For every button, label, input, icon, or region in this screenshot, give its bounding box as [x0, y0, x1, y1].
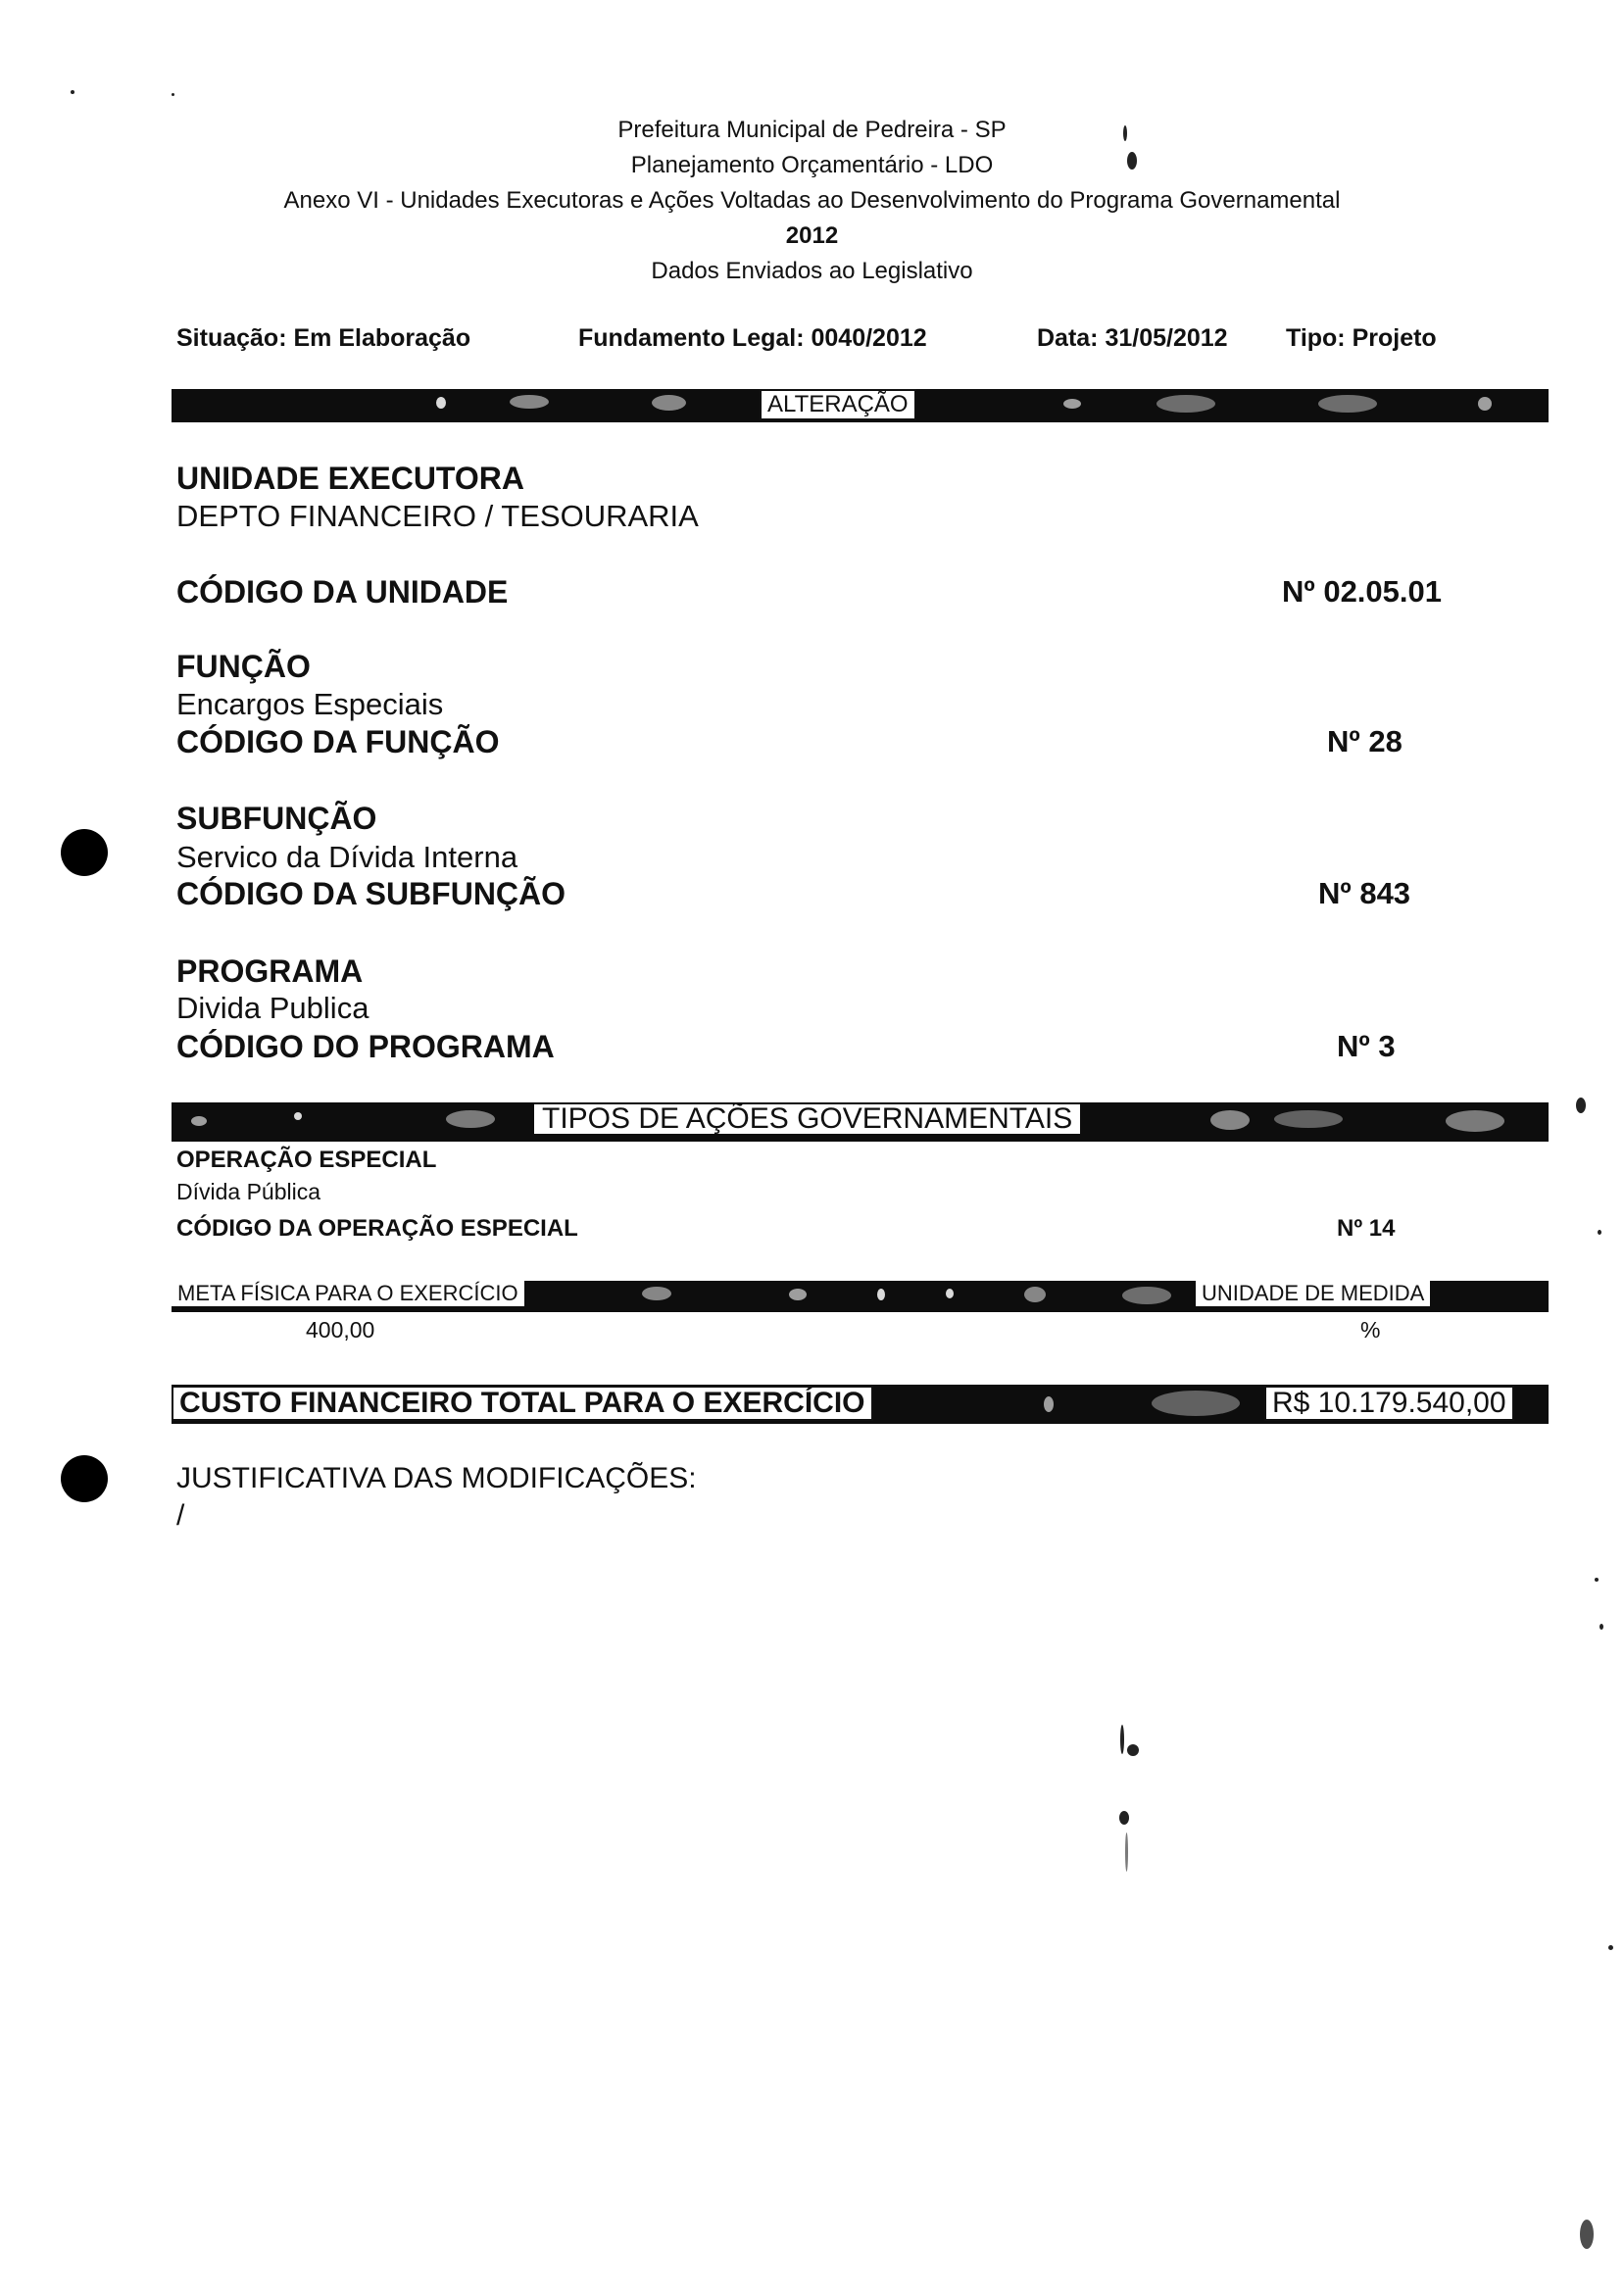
funcao-value: Encargos Especiais	[176, 687, 444, 721]
meta-situacao: Situação: Em Elaboração	[176, 324, 471, 352]
operacao-code-label: CÓDIGO DA OPERAÇÃO ESPECIAL	[176, 1215, 578, 1242]
meta-tipo: Tipo: Projeto	[1286, 324, 1437, 352]
unidade-medida-label: UNIDADE DE MEDIDA	[1196, 1281, 1430, 1306]
scan-speck	[1120, 1725, 1124, 1754]
scan-speck	[1595, 1578, 1599, 1582]
scan-speck	[1598, 1230, 1601, 1235]
punch-hole-bottom	[61, 1455, 108, 1502]
custo-value: R$ 10.179.540,00	[1264, 1386, 1514, 1421]
meta-data: Data: 31/05/2012	[1037, 324, 1228, 352]
subfuncao-code-label: CÓDIGO DA SUBFUNÇÃO	[176, 876, 566, 911]
scan-speck	[1125, 1832, 1128, 1872]
alteracao-bar	[172, 389, 1549, 422]
unidade-medida-value: %	[1360, 1317, 1381, 1343]
scan-speck	[1608, 1945, 1613, 1950]
header-line-planning: Planejamento Orçamentário - LDO	[630, 152, 994, 178]
header-line-municipality: Prefeitura Municipal de Pedreira - SP	[617, 117, 1007, 143]
scan-speck	[1576, 1098, 1586, 1113]
unidade-code-label: CÓDIGO DA UNIDADE	[176, 574, 509, 610]
punch-hole-top	[61, 829, 108, 876]
scan-speck	[1119, 1811, 1129, 1825]
subfuncao-code-value: Nº 843	[1318, 876, 1411, 910]
scan-speck	[1127, 1744, 1139, 1756]
subfuncao-title: SUBFUNÇÃO	[176, 801, 377, 836]
meta-fisica-value: 400,00	[306, 1317, 375, 1343]
operacao-code-value: Nº 14	[1337, 1215, 1396, 1242]
operacao-title: OPERAÇÃO ESPECIAL	[176, 1147, 437, 1173]
scan-speck	[1580, 2220, 1594, 2249]
programa-title: PROGRAMA	[176, 953, 364, 989]
scan-speck	[172, 93, 174, 96]
meta-fisica-bar	[172, 1281, 1549, 1312]
programa-code-value: Nº 3	[1337, 1029, 1396, 1063]
scan-speck	[1599, 1624, 1603, 1630]
unidade-code-value: Nº 02.05.01	[1282, 574, 1442, 609]
funcao-code-value: Nº 28	[1327, 724, 1403, 758]
custo-bar	[172, 1385, 1549, 1424]
header-line-sent: Dados Enviados ao Legislativo	[651, 258, 973, 284]
alteracao-label: ALTERAÇÃO	[760, 389, 916, 420]
unidade-value: DEPTO FINANCEIRO / TESOURARIA	[176, 499, 699, 533]
tipos-label: TIPOS DE AÇÕES GOVERNAMENTAIS	[534, 1104, 1080, 1134]
meta-fisica-label: META FÍSICA PARA O EXERCÍCIO	[172, 1281, 524, 1306]
meta-fundamento: Fundamento Legal: 0040/2012	[578, 324, 927, 352]
subfuncao-value: Servico da Dívida Interna	[176, 840, 518, 874]
tipos-bar	[172, 1102, 1549, 1142]
justificativa-label: JUSTIFICATIVA DAS MODIFICAÇÕES:	[176, 1462, 697, 1494]
scan-speck	[71, 90, 74, 94]
funcao-code-label: CÓDIGO DA FUNÇÃO	[176, 724, 500, 759]
operacao-value: Dívida Pública	[176, 1179, 321, 1204]
justificativa-value: /	[176, 1499, 185, 1532]
header-line-annex: Anexo VI - Unidades Executoras e Ações Voltadas ao Desenvolvimento do Programa Governamental	[283, 187, 1341, 214]
programa-value: Divida Publica	[176, 991, 369, 1025]
custo-label: CUSTO FINANCEIRO TOTAL PARA O EXERCÍCIO	[172, 1386, 873, 1421]
unidade-title: UNIDADE EXECUTORA	[176, 461, 524, 496]
programa-code-label: CÓDIGO DO PROGRAMA	[176, 1029, 555, 1064]
funcao-title: FUNÇÃO	[176, 649, 311, 684]
header-year: 2012	[785, 222, 839, 249]
